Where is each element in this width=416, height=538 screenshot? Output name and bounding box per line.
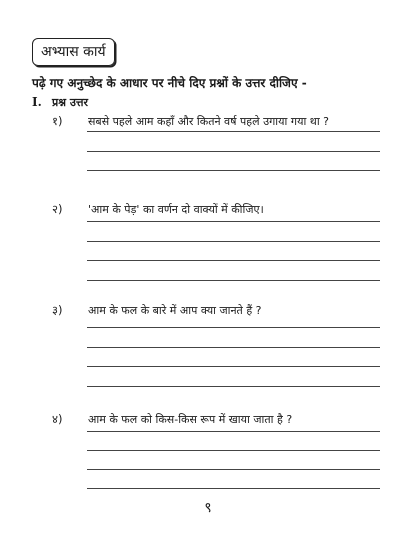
answer-line[interactable] — [87, 151, 380, 152]
page-number: ९ — [204, 500, 212, 516]
answer-line[interactable] — [87, 366, 380, 367]
section-number: I. — [32, 95, 42, 109]
question-3-number: ३) — [52, 303, 63, 317]
answer-line[interactable] — [87, 431, 380, 432]
answer-line[interactable] — [87, 280, 380, 281]
section-heading: प्रश्न उत्तर — [52, 96, 88, 109]
question-3-text: आम के फल के बारे में आप क्या जानते हैं ? — [88, 304, 262, 317]
question-1-number: १) — [52, 114, 63, 128]
answer-line[interactable] — [87, 386, 380, 387]
answer-line[interactable] — [87, 170, 380, 171]
answer-line[interactable] — [87, 131, 380, 132]
answer-line[interactable] — [87, 450, 380, 451]
question-1-text: सबसे पहले आम कहाँ और कितने वर्ष पहले उगाया गया था ? — [88, 115, 330, 128]
answer-line[interactable] — [87, 241, 380, 242]
question-2-number: २) — [52, 202, 63, 216]
answer-line[interactable] — [87, 347, 380, 348]
question-4-number: ४) — [52, 412, 63, 426]
question-2-text: 'आम के पेड़' का वर्णन दो वाक्यों में कीजिए। — [88, 203, 264, 216]
answer-line[interactable] — [87, 469, 380, 470]
worksheet-title: अभ्यास कार्य — [32, 38, 115, 66]
answer-line[interactable] — [87, 221, 380, 222]
answer-line[interactable] — [87, 260, 380, 261]
instruction-text: पढ़े गए अनुच्छेद के आधार पर नीचे दिए प्रश्नों के उत्तर दीजिए - — [32, 76, 307, 90]
answer-line[interactable] — [87, 488, 380, 489]
answer-line[interactable] — [87, 327, 380, 328]
question-4-text: आम के फल को किस-किस रूप में खाया जाता है ? — [88, 413, 293, 426]
